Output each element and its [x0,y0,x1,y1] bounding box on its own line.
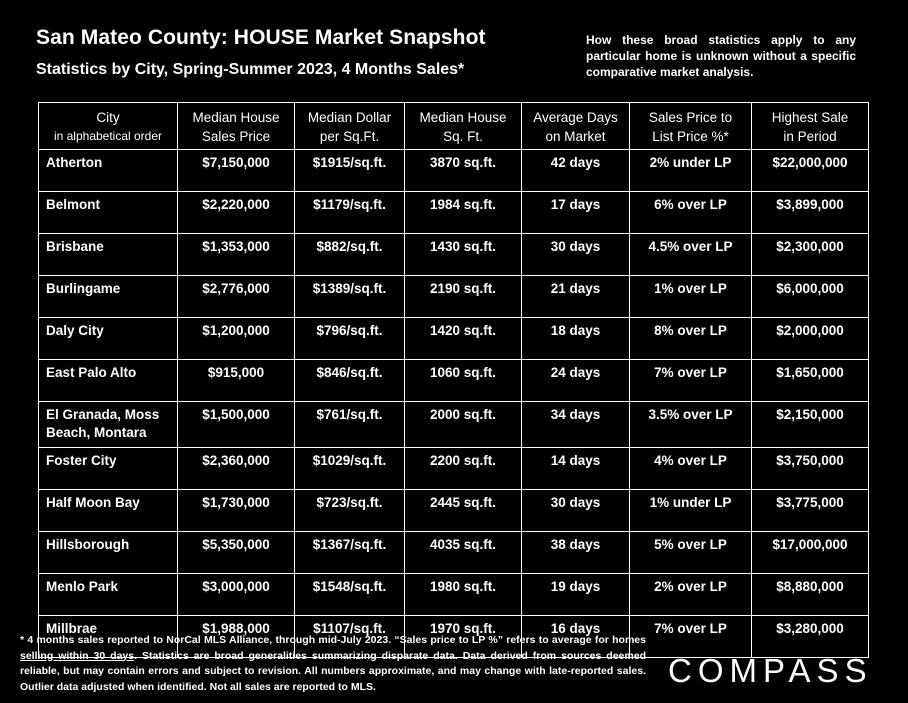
data-cell: $1107/sq.ft. [295,616,405,658]
compass-logo [668,652,873,690]
data-cell: 2% under LP [630,150,752,192]
city-cell: El Granada, Moss Beach, Montara [39,402,178,448]
data-cell: 34 days [522,402,630,448]
city-cell: Half Moon Bay [39,490,178,532]
column-header [295,103,405,150]
city-cell: Menlo Park [39,574,178,616]
data-cell: $1,988,000 [178,616,295,658]
page-subtitle: Statistics by City, Spring-Summer 2023, 4 Months Sales* [36,61,465,78]
data-cell: 18 days [522,318,630,360]
data-cell: $2,220,000 [178,192,295,234]
table-row [39,192,869,234]
column-header-line2: per Sq.Ft. [319,129,380,144]
column-header [522,103,630,150]
data-cell: $22,000,000 [752,150,869,192]
data-cell: 4% over LP [630,448,752,490]
column-header [752,103,869,150]
table-row [39,234,869,276]
data-cell: 1430 sq.ft. [405,234,522,276]
footnote-text-end: . Statistics are broad generalities summarizing disparate data. Data derived from sources deemed reliable, but may contain errors and subject to revision. All numbers approximate, and may change with late-reported sales. Outlier data adjusted when identified. Not all sales are reported to MLS. [20,649,646,693]
page-title: San Mateo County: HOUSE Market Snapshot [36,26,486,49]
data-cell: 2190 sq.ft. [405,276,522,318]
column-header-line1: Median House [419,110,507,125]
data-cell: $1,730,000 [178,490,295,532]
data-cell: 7% over LP [630,360,752,402]
footnote-text-start: * 4 months sales reported to NorCal MLS Alliance, through mid-July 2023. “Sales price to LP %” refers to average for homes [20,634,646,646]
data-cell: $723/sq.ft. [295,490,405,532]
column-header-line2: on Market [545,129,606,144]
data-cell: $915,000 [178,360,295,402]
data-cell: 24 days [522,360,630,402]
table-header-row [39,103,869,150]
table-row [39,150,869,192]
data-cell: 2445 sq.ft. [405,490,522,532]
table-row [39,402,869,448]
table-body [39,150,869,658]
city-cell: Belmont [39,192,178,234]
column-header-line1: Highest Sale [771,110,849,125]
table-row [39,532,869,574]
table-row [39,318,869,360]
data-cell: $3,775,000 [752,490,869,532]
data-cell: $1,353,000 [178,234,295,276]
column-header-line2: List Price %* [652,129,729,144]
column-header-line2: in alphabetical order [53,129,163,143]
column-header-line1: Average Days [533,110,618,125]
data-cell: 42 days [522,150,630,192]
data-cell: $3,000,000 [178,574,295,616]
data-cell: $7,150,000 [178,150,295,192]
column-header-line2: in Period [783,129,837,144]
data-cell: 2200 sq.ft. [405,448,522,490]
column-header [630,103,752,150]
table-row [39,574,869,616]
data-cell: $1029/sq.ft. [295,448,405,490]
footnote-underlined-text: selling within 30 days [20,649,135,662]
city-cell: Hillsborough [39,532,178,574]
column-header [39,103,178,150]
data-cell: 6% over LP [630,192,752,234]
data-cell: $1,500,000 [178,402,295,448]
table-row [39,276,869,318]
data-cell: 7% over LP [630,616,752,658]
data-cell: $1389/sq.ft. [295,276,405,318]
data-cell: 4035 sq.ft. [405,532,522,574]
data-cell: $3,750,000 [752,448,869,490]
data-cell: $796/sq.ft. [295,318,405,360]
city-cell: Atherton [39,150,178,192]
data-cell: 2000 sq.ft. [405,402,522,448]
data-cell: 1984 sq.ft. [405,192,522,234]
data-cell: $1179/sq.ft. [295,192,405,234]
data-cell: 1980 sq.ft. [405,574,522,616]
compass-logo-text: COMPASS [668,652,873,689]
column-header-line1: Sales Price to [648,110,733,125]
city-cell: Millbrae [39,616,178,658]
data-cell: 3870 sq.ft. [405,150,522,192]
data-cell: $1,650,000 [752,360,869,402]
table-row [39,360,869,402]
data-cell: $6,000,000 [752,276,869,318]
data-cell: 1% over LP [630,276,752,318]
city-cell: Brisbane [39,234,178,276]
data-cell: 17 days [522,192,630,234]
data-cell: 1% under LP [630,490,752,532]
data-cell: $882/sq.ft. [295,234,405,276]
column-header [405,103,522,150]
data-cell: $3,280,000 [752,616,869,658]
data-cell: $2,776,000 [178,276,295,318]
city-cell: Burlingame [39,276,178,318]
market-table [38,102,869,658]
disclaimer-note: How these broad statistics apply to any particular home is unknown without a specific comparative market analysis. [586,33,856,79]
column-header-line1: Median Dollar [307,110,392,125]
data-cell: $2,000,000 [752,318,869,360]
market-table-container [38,102,868,658]
data-cell: $17,000,000 [752,532,869,574]
city-cell: Foster City [39,448,178,490]
data-cell: 30 days [522,234,630,276]
data-cell: $1548/sq.ft. [295,574,405,616]
data-cell: $5,350,000 [178,532,295,574]
column-header-line2: Sq. Ft. [443,129,483,144]
city-cell: East Palo Alto [39,360,178,402]
data-cell: $8,880,000 [752,574,869,616]
data-cell: 8% over LP [630,318,752,360]
footnote [20,633,646,695]
table-row [39,490,869,532]
data-cell: 3.5% over LP [630,402,752,448]
data-cell: 1420 sq.ft. [405,318,522,360]
data-cell: $2,150,000 [752,402,869,448]
data-cell: $1915/sq.ft. [295,150,405,192]
data-cell: 1970 sq.ft. [405,616,522,658]
data-cell: $2,300,000 [752,234,869,276]
data-cell: 16 days [522,616,630,658]
column-header-line2: Sales Price [201,129,271,144]
column-header-line1: City [96,110,120,125]
data-cell: 19 days [522,574,630,616]
data-cell: 14 days [522,448,630,490]
data-cell: 5% over LP [630,532,752,574]
data-cell: 30 days [522,490,630,532]
data-cell: 21 days [522,276,630,318]
data-cell: 1060 sq.ft. [405,360,522,402]
data-cell: $761/sq.ft. [295,402,405,448]
data-cell: $1367/sq.ft. [295,532,405,574]
table-row [39,448,869,490]
data-cell: $846/sq.ft. [295,360,405,402]
city-cell: Daly City [39,318,178,360]
data-cell: 4.5% over LP [630,234,752,276]
column-header [178,103,295,150]
data-cell: $1,200,000 [178,318,295,360]
data-cell: $3,899,000 [752,192,869,234]
data-cell: 38 days [522,532,630,574]
column-header-line1: Median House [192,110,280,125]
data-cell: $2,360,000 [178,448,295,490]
data-cell: 2% over LP [630,574,752,616]
